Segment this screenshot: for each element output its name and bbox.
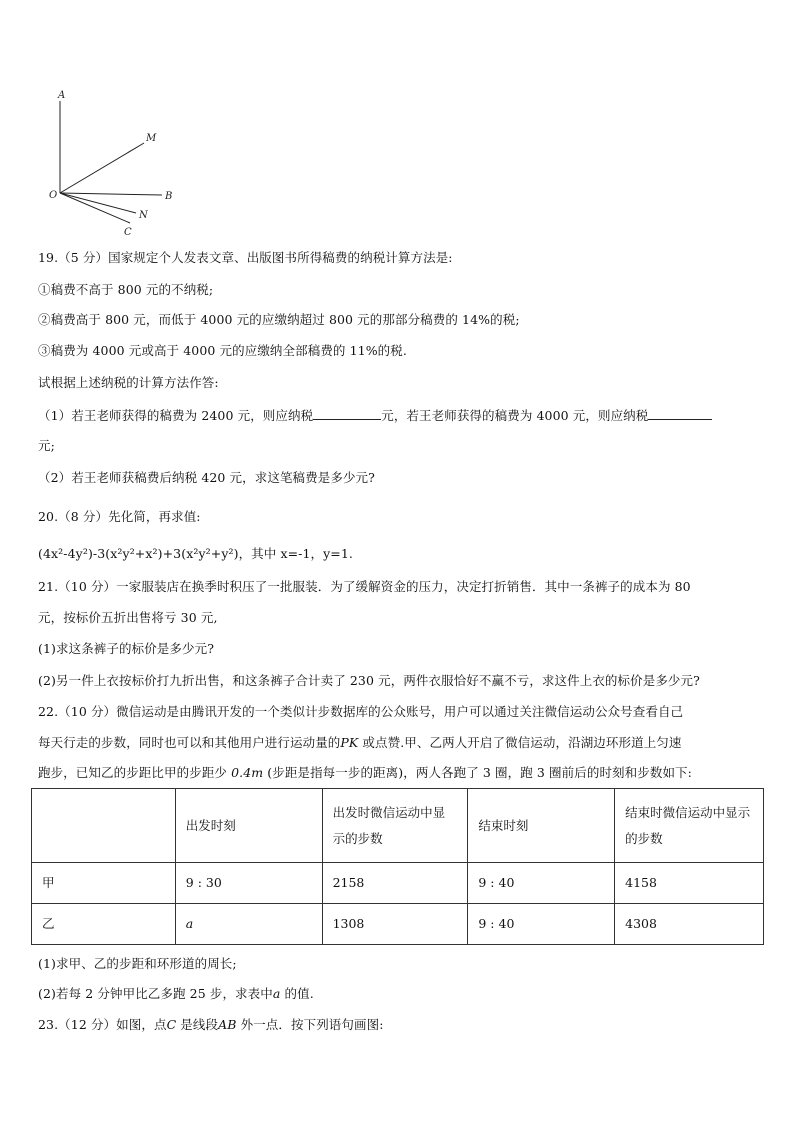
answer-blank-2[interactable] — [648, 407, 712, 420]
steps-table — [31, 788, 764, 945]
label-C: C — [124, 227, 132, 238]
table-header-cell: 出发时刻 — [175, 789, 322, 863]
ray-OB — [60, 193, 162, 195]
table-row — [32, 863, 764, 904]
table-cell: 4308 — [615, 904, 764, 945]
label-O: O — [49, 190, 58, 201]
q20-title: 20.（8 分）先化简，再求值: — [38, 509, 201, 524]
label-M: M — [146, 133, 157, 144]
q23-segment-ab: AB — [218, 1017, 237, 1032]
q22-line-3 — [38, 765, 692, 781]
table-header-cell: 结束时微信运动中显示的步数 — [615, 789, 764, 863]
q22-line-2-a: 每天行走的步数，同时也可以和其他用户进行运动量的 — [38, 735, 341, 750]
q19-instruction: 试根据上述纳税的计算方法作答: — [38, 375, 219, 390]
q19-part1-text-b: 元，若王老师获得的稿费为 4000 元，则应纳税 — [381, 408, 649, 423]
q22-line-2-b: 或点赞.甲、乙两人开启了微信运动，沿湖边环形道上匀速 — [358, 735, 682, 750]
q22-part2-b: 的值. — [280, 986, 314, 1001]
label-N: N — [139, 210, 148, 221]
table-header-cell — [32, 789, 176, 863]
angle-figure — [40, 85, 200, 240]
q21-part1: (1)求这条裤子的标价是多少元? — [38, 641, 215, 656]
q21-line-1: 21.（10 分）一家服装店在换季时积压了一批服装．为了缓解资金的压力，决定打折销售．其中一条裤子的成本为 80 — [38, 579, 691, 594]
table-header-row — [32, 789, 764, 863]
q22-var-a: a — [272, 986, 281, 1001]
q22-line-1: 22.（10 分）微信运动是由腾讯开发的一个类似计步数据库的公众账号，用户可以通过关注微信运动公众号查看自己 — [38, 704, 684, 719]
table-row — [32, 904, 764, 945]
q22-line-3-b: (步距是指每一步的距离)，两人各跑了 3 圈，跑 3 圈前后的时刻和步数如下: — [263, 765, 692, 780]
ray-OC — [60, 193, 130, 223]
angle-diagram — [40, 85, 200, 240]
table-cell: 9 : 30 — [175, 863, 322, 904]
answer-blank-1[interactable] — [313, 407, 381, 420]
q19-rule-3: ③稿费为 4000 元或高于 4000 元的应缴纳全部稿费的 11%的税. — [38, 343, 407, 358]
ray-OM — [60, 143, 144, 193]
q19-part1-tail: 元; — [38, 438, 55, 453]
q23-point-c: C — [166, 1017, 177, 1032]
q19-part1-text-a: （1）若王老师获得的稿费为 2400 元，则应纳税 — [38, 408, 314, 423]
q19-part2: （2）若王老师获稿费后纳税 420 元，求这笔稿费是多少元? — [38, 470, 375, 485]
label-B: B — [165, 191, 173, 202]
q23-text-b: 是线段 — [176, 1017, 219, 1032]
q22-part1: (1)求甲、乙的步距和环形道的周长; — [38, 956, 237, 971]
q22-part2-a: (2)若每 2 分钟甲比乙多跑 25 步，求表中 — [38, 986, 273, 1001]
q22-line-2 — [38, 735, 682, 751]
q19-rule-2: ②稿费高于 800 元，而低于 4000 元的应缴纳超过 800 元的那部分稿费的 14%的税; — [38, 312, 520, 327]
q22-part2 — [38, 986, 314, 1002]
table-cell: 1308 — [322, 904, 468, 945]
table-cell: 9 : 40 — [468, 863, 615, 904]
table-cell: 甲 — [32, 863, 176, 904]
q19-rule-1: ①稿费不高于 800 元的不纳税; — [38, 282, 214, 297]
q19-part1 — [38, 407, 712, 424]
q23-text-a: 23.（12 分）如图，点 — [38, 1017, 167, 1032]
q21-line-2: 元，按标价五折出售将亏 30 元, — [38, 610, 218, 625]
table-cell: 乙 — [32, 904, 176, 945]
table-header-cell: 结束时刻 — [468, 789, 615, 863]
q22-pk: PK — [340, 735, 359, 750]
q20-expression: (4x²-4y²)-3(x²y²+x²)+3(x²y²+y²)，其中 x=-1，y=1. — [38, 546, 354, 561]
q21-part2: (2)另一件上衣按标价打九折出售，和这条裤子合计卖了 230 元，两件衣服恰好不赢不亏，求这件上衣的标价是多少元? — [38, 673, 700, 688]
table-cell: 4158 — [615, 863, 764, 904]
table-header-cell: 出发时微信运动中显示的步数 — [322, 789, 468, 863]
q23-text-c: 外一点．按下列语句画图: — [236, 1017, 384, 1032]
ray-ON — [60, 193, 136, 213]
table-cell: a — [175, 904, 322, 945]
table-cell: 9 : 40 — [468, 904, 615, 945]
q23-line-1 — [38, 1017, 384, 1033]
q19-title: 19.（5 分）国家规定个人发表文章、出版图书所得稿费的纳税计算方法是: — [38, 250, 453, 265]
q22-step-diff: 0.4m — [231, 765, 264, 780]
label-A: A — [58, 90, 66, 101]
table-cell: 2158 — [322, 863, 468, 904]
q22-line-3-a: 跑步，已知乙的步距比甲的步距少 — [38, 765, 232, 780]
